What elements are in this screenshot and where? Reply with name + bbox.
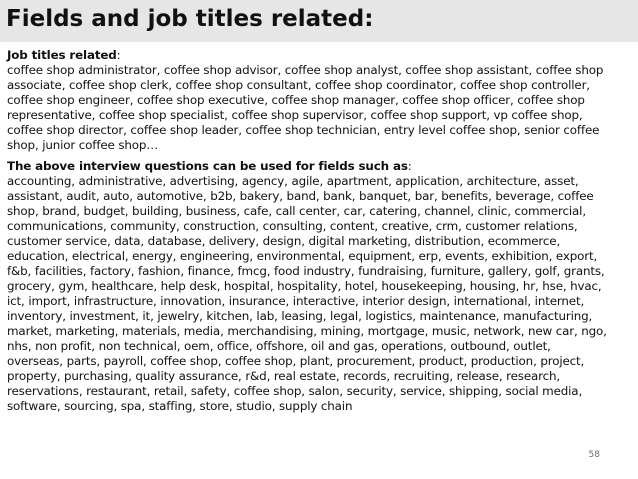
job-titles-line: coffee shop engineer, coffee shop executive, coffee shop manager, coffee shop officer, coffee shop	[7, 93, 585, 107]
fields-line: reservations, restaurant, retail, safety, coffee shop, salon, security, service, shipping, social media,	[7, 384, 583, 398]
fields-line: assistant, audit, auto, automotive, b2b, bakery, band, bank, banquet, bar, benefits, beverage, coffee	[7, 189, 594, 203]
page-number: 58	[588, 450, 600, 460]
job-titles-heading-label: Job titles related	[7, 48, 117, 62]
job-titles-heading-colon: :	[116, 48, 121, 62]
job-titles-line: representative, coffee shop specialist, coffee shop supervisor, coffee shop support, vp coffee shop,	[7, 108, 583, 122]
title-bar	[0, 0, 638, 42]
fields-line: grocery, gym, healthcare, help desk, hospital, hospitality, hotel, housekeeping, housing, hr, hse, hvac,	[7, 279, 602, 293]
fields-heading	[7, 159, 632, 174]
slide-title: Fields and job titles related:	[6, 6, 374, 32]
fields-heading-colon: :	[407, 159, 412, 173]
fields-line: overseas, parts, payroll, coffee shop, coffee shop, plant, procurement, product, production, project,	[7, 354, 585, 368]
job-titles-heading	[7, 48, 632, 63]
fields-line: shop, brand, budget, building, business, cafe, call center, car, catering, channel, clinic, commercial,	[7, 204, 586, 218]
fields-line: ict, import, infrastructure, innovation, insurance, interactive, interior design, international, internet,	[7, 294, 585, 308]
job-titles-line: coffee shop administrator, coffee shop advisor, coffee shop analyst, coffee shop assistant, coffee shop	[7, 63, 604, 77]
fields-paragraph	[7, 174, 632, 414]
fields-line: nhs, non profit, non technical, oem, office, offshore, oil and gas, operations, outbound, outlet,	[7, 339, 551, 353]
job-titles-line: associate, coffee shop clerk, coffee shop consultant, coffee shop coordinator, coffee shop controller,	[7, 78, 590, 92]
fields-line: property, purchasing, quality assurance, r&d, real estate, records, recruiting, release, research,	[7, 369, 561, 383]
fields-line: education, electrical, energy, engineering, environmental, equipment, erp, events, exhibition, export,	[7, 249, 598, 263]
slide-content	[7, 48, 632, 414]
fields-line: market, marketing, materials, media, merchandising, mining, mortgage, music, network, new car, ngo,	[7, 324, 607, 338]
fields-line: customer service, data, database, delivery, design, digital marketing, distribution, ecommerce,	[7, 234, 561, 248]
fields-line: inventory, investment, it, jewelry, kitchen, lab, leasing, legal, logistics, maintenance, manufacturing,	[7, 309, 593, 323]
job-titles-line: coffee shop director, coffee shop leader, coffee shop technician, entry level coffee shop, senior coffee	[7, 123, 600, 137]
fields-line: software, sourcing, spa, staffing, store, studio, supply chain	[7, 399, 353, 413]
job-titles-line: shop, junior coffee shop…	[7, 138, 159, 152]
fields-heading-label: The above interview questions can be used for fields such as	[7, 159, 408, 173]
fields-line: accounting, administrative, advertising, agency, agile, apartment, application, architecture, asset,	[7, 174, 579, 188]
job-titles-paragraph	[7, 63, 632, 153]
fields-line: f&b, facilities, factory, fashion, finance, fmcg, food industry, fundraising, furniture, gallery, golf, grants,	[7, 264, 605, 278]
fields-line: communications, community, construction, consulting, content, creative, crm, customer relations,	[7, 219, 578, 233]
